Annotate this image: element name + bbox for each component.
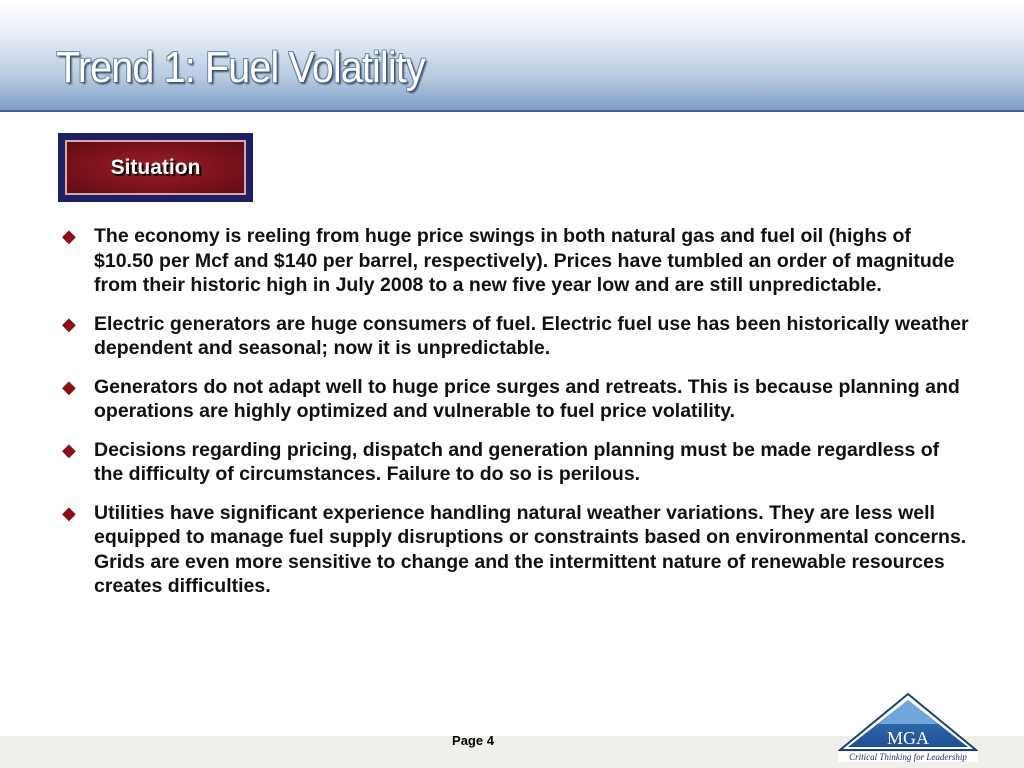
bullet-text: Generators do not adapt well to huge price surges and retreats. This is because planning and operations are highly optimized and vulnerable to fuel price volatility. (94, 375, 960, 422)
situation-label: Situation (110, 155, 201, 179)
logo-tagline: Critical Thinking for Leadership (838, 752, 978, 762)
page-number: Page 4 (452, 733, 494, 748)
bullet-item (62, 312, 972, 361)
diamond-icon: ◆ (62, 502, 76, 523)
bullet-item (62, 224, 972, 298)
diamond-icon: ◆ (62, 376, 76, 397)
bullet-item (62, 438, 972, 487)
diamond-icon: ◆ (62, 439, 76, 460)
bullet-text: The economy is reeling from huge price swings in both natural gas and fuel oil (highs of $10.50 per Mcf and $140 per barrel, respectively). Prices have tumbled an order of magnitude from their historic high in July 2008 to a new five year low and are still unpredictable. (94, 225, 955, 296)
logo-text: MGA (886, 728, 930, 748)
bullet-item (62, 375, 972, 424)
bullet-text: Decisions regarding pricing, dispatch and generation planning must be made regardless of the difficulty of circumstances. Failure to do so is perilous. (94, 438, 940, 485)
situation-box (58, 133, 253, 202)
bullet-list (62, 224, 972, 613)
bullet-text: Utilities have significant experience handling natural weather variations. They are less well equipped to manage fuel supply disruptions or constraints based on environmental concerns. Grids are even more sensitive to change and the intermittent nature of renewable resources creates difficulties. (94, 501, 967, 597)
situation-box-inner (65, 140, 246, 195)
diamond-icon: ◆ (62, 226, 76, 246)
bullet-text: Electric generators are huge consumers of fuel. Electric fuel use has been historically weather dependent and seasonal; now it is unpredictable. (94, 312, 969, 359)
bullet-item (62, 501, 972, 599)
diamond-icon: ◆ (62, 313, 76, 334)
slide-title: Trend 1: Fuel Volatility (56, 43, 425, 92)
title-bar (0, 0, 1024, 112)
